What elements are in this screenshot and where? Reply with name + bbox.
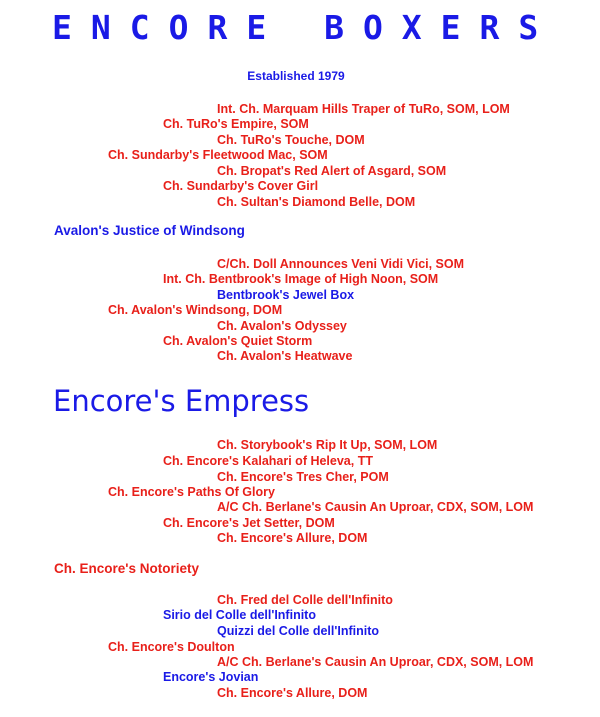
pedigree-line: Quizzi del Colle dell'Infinito (217, 624, 379, 638)
pedigree-line: Sirio del Colle dell'Infinito (163, 608, 316, 622)
pedigree-line: Ch. Avalon's Quiet Storm (163, 334, 313, 348)
pedigree-line: Ch. Storybook's Rip It Up, SOM, LOM (217, 438, 438, 452)
pedigree-line: Bentbrook's Jewel Box (217, 288, 355, 302)
pedigree-line: Ch. Fred del Colle dell'Infinito (217, 593, 393, 607)
section-heading: Encore's Empress (53, 384, 310, 418)
page-title: ENCORE BOXERS (52, 8, 558, 47)
pedigree-line: Ch. TuRo's Empire, SOM (163, 117, 309, 131)
pedigree-line: Ch. Encore's Doulton (108, 640, 235, 654)
pedigree-subject: Ch. Encore's Notoriety (54, 561, 199, 576)
established-text: Established 1979 (247, 69, 345, 83)
pedigree-line: Ch. Sundarby's Cover Girl (163, 179, 319, 193)
pedigree-line: Ch. Avalon's Odyssey (217, 319, 347, 333)
pedigree-line: Ch. Bropat's Red Alert of Asgard, SOM (217, 164, 447, 178)
pedigree-line: Ch. Avalon's Windsong, DOM (108, 303, 283, 317)
pedigree-line: Ch. Avalon's Heatwave (217, 349, 353, 363)
pedigree-line: Int. Ch. Marquam Hills Traper of TuRo, SOM, LOM (217, 102, 510, 116)
pedigree-line: Ch. Encore's Allure, DOM (217, 686, 368, 700)
pedigree-line: Ch. Encore's Paths Of Glory (108, 485, 275, 499)
pedigree-line: Ch. Encore's Jet Setter, DOM (163, 516, 335, 530)
pedigree-line: Ch. Encore's Kalahari of Heleva, TT (163, 454, 373, 468)
pedigree-line: Encore's Jovian (163, 670, 259, 684)
pedigree-line: Ch. TuRo's Touche, DOM (217, 133, 365, 147)
pedigree-line: Ch. Sundarby's Fleetwood Mac, SOM (108, 148, 328, 162)
pedigree-line: A/C Ch. Berlane's Causin An Uproar, CDX, SOM, LOM (217, 655, 534, 669)
pedigree-line: C/Ch. Doll Announces Veni Vidi Vici, SOM (217, 257, 465, 271)
pedigree-line: Int. Ch. Bentbrook's Image of High Noon, SOM (163, 272, 439, 286)
pedigree-line: A/C Ch. Berlane's Causin An Uproar, CDX, SOM, LOM (217, 500, 534, 514)
pedigree-line: Ch. Encore's Tres Cher, POM (217, 470, 389, 484)
pedigree-line: Ch. Sultan's Diamond Belle, DOM (217, 195, 416, 209)
pedigree-line: Ch. Encore's Allure, DOM (217, 531, 368, 545)
pedigree-subject: Avalon's Justice of Windsong (54, 223, 245, 238)
